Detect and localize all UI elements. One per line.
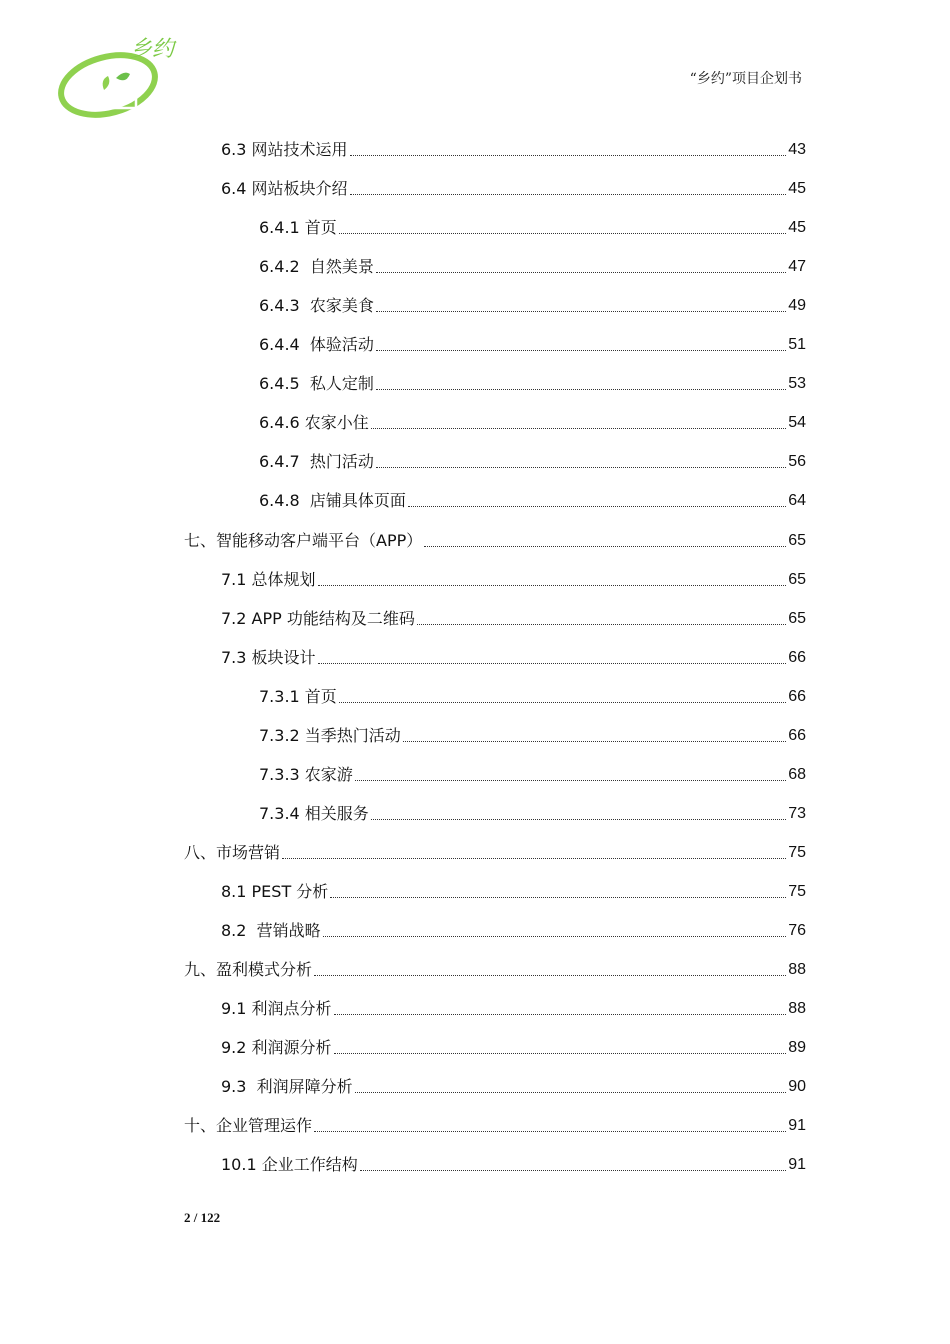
toc-entry[interactable] — [184, 527, 806, 551]
toc-entry[interactable] — [184, 1112, 806, 1136]
toc-entry-label: 7.3.3 农家游 — [259, 764, 353, 784]
toc-entry-label: 6.4.2 自然美景 — [259, 257, 374, 277]
toc-entry-label: 6.3 网站技术运用 — [221, 140, 348, 159]
toc-dot-leader — [318, 585, 787, 586]
toc-dot-leader — [408, 506, 786, 507]
toc-entry[interactable] — [221, 1034, 806, 1058]
toc-entry[interactable] — [259, 722, 806, 746]
toc-entry-page: 47 — [788, 258, 806, 276]
toc-entry-page: 75 — [788, 843, 806, 861]
toc-dot-leader — [323, 936, 787, 937]
toc-dot-leader — [334, 1053, 787, 1054]
toc-entry-label: 6.4.8 店铺具体页面 — [259, 491, 406, 511]
toc-entry-page: 45 — [788, 180, 806, 198]
toc-entry-label: 7.3.1 首页 — [259, 686, 337, 706]
toc-entry-page: 73 — [788, 804, 806, 822]
toc-dot-leader — [339, 233, 786, 234]
toc-entry-page: 89 — [788, 1039, 806, 1057]
toc-entry[interactable] — [221, 566, 806, 590]
toc-entry-label: 七、智能移动客户端平台（APP） — [184, 530, 423, 550]
toc-entry-page: 56 — [788, 453, 806, 471]
toc-entry[interactable] — [221, 644, 806, 668]
toc-dot-leader — [350, 194, 787, 195]
toc-dot-leader — [350, 155, 787, 156]
toc-entry-page: 49 — [788, 297, 806, 315]
toc-dot-leader — [318, 663, 787, 664]
toc-entry-label: 10.1 企业工作结构 — [221, 1155, 358, 1175]
toc-entry[interactable] — [221, 917, 806, 941]
toc-entry[interactable] — [259, 761, 806, 785]
toc-entry[interactable] — [259, 800, 806, 824]
toc-entry[interactable] — [259, 253, 806, 277]
toc-entry-page: 54 — [788, 414, 806, 432]
toc-dot-leader — [314, 1131, 786, 1132]
toc-dot-leader — [330, 897, 786, 898]
toc-dot-leader — [355, 1092, 787, 1093]
toc-entry-label: 6.4.1 首页 — [259, 218, 337, 238]
toc-entry-label: 7.3 板块设计 — [221, 647, 316, 667]
toc-dot-leader — [314, 975, 786, 976]
toc-entry-page: 76 — [788, 922, 806, 939]
toc-entry-label: 6.4.7 热门活动 — [259, 452, 374, 472]
toc-entry-label: 6.4.3 农家美食 — [259, 296, 374, 316]
toc-entry-page: 65 — [788, 570, 806, 588]
toc-entry[interactable] — [259, 683, 806, 707]
toc-entry-label: 6.4.5 私人定制 — [259, 374, 374, 394]
toc-entry-label: 九、盈利模式分析 — [184, 960, 313, 980]
toc-entry-label: 7.3.4 相关服务 — [259, 803, 369, 823]
toc-entry-page: 53 — [788, 375, 806, 393]
toc-entry-page: 88 — [788, 961, 806, 979]
toc-entry[interactable] — [221, 136, 806, 160]
toc-entry-page: 68 — [788, 765, 806, 783]
toc-entry-label: 十、企业管理运作 — [184, 1116, 313, 1136]
toc-dot-leader — [376, 272, 786, 273]
toc-dot-leader — [376, 467, 786, 468]
toc-entry[interactable] — [221, 1073, 806, 1097]
toc-dot-leader — [417, 624, 786, 625]
toc-entry[interactable] — [259, 487, 806, 511]
toc-entry-page: 91 — [788, 1117, 806, 1135]
toc-entry[interactable] — [221, 1151, 806, 1175]
toc-entry[interactable] — [221, 995, 806, 1019]
toc-entry[interactable] — [259, 370, 806, 394]
logo-text: 乡约 — [130, 37, 175, 62]
page-number: 2 / 122 — [184, 1210, 221, 1225]
toc-entry-label: 9.3 利润屏障分析 — [221, 1077, 353, 1097]
toc-entry-label: 6.4.4 体验活动 — [259, 335, 374, 355]
toc-dot-leader — [376, 311, 786, 312]
toc-entry-page: 65 — [788, 531, 806, 549]
toc-entry-label: 8.2 营销战略 — [221, 921, 321, 940]
toc-dot-leader — [334, 1014, 787, 1015]
document-header-title: “乡约”项目企划书 — [689, 71, 802, 87]
toc-dot-leader — [376, 389, 786, 390]
toc-entry[interactable] — [184, 956, 806, 980]
toc-dot-leader — [371, 819, 786, 820]
toc-entry[interactable] — [259, 214, 806, 238]
toc-entry-page: 65 — [788, 609, 806, 627]
toc-entry[interactable] — [184, 839, 806, 863]
toc-entry-page: 66 — [788, 648, 806, 666]
toc-dot-leader — [282, 858, 786, 859]
toc-entry[interactable] — [221, 605, 806, 629]
toc-entry-label: 6.4.6 农家小住 — [259, 413, 369, 433]
toc-entry-page: 51 — [788, 336, 806, 354]
house-leaf-logo — [56, 30, 186, 120]
toc-dot-leader — [355, 780, 786, 781]
toc-dot-leader — [360, 1170, 786, 1171]
toc-entry-label: 9.2 利润源分析 — [221, 1038, 332, 1058]
toc-dot-leader — [376, 350, 786, 351]
toc-dot-leader — [403, 741, 786, 742]
toc-entry-label: 八、市场营销 — [184, 842, 281, 862]
toc-entry-page: 64 — [788, 492, 806, 510]
toc-entry-label: 9.1 利润点分析 — [221, 999, 332, 1019]
toc-entry-label: 7.1 总体规划 — [221, 569, 316, 589]
toc-entry-page: 91 — [788, 1156, 806, 1174]
toc-dot-leader — [339, 702, 786, 703]
toc-entry-page: 66 — [788, 726, 806, 744]
toc-entry-page: 75 — [788, 882, 806, 900]
toc-entry-page: 45 — [788, 219, 806, 237]
toc-entry-page: 90 — [788, 1078, 806, 1096]
toc-entry[interactable] — [259, 292, 806, 316]
toc-entry[interactable] — [221, 878, 806, 902]
toc-entry-label: 8.1 PEST 分析 — [221, 881, 329, 901]
toc-dot-leader — [371, 428, 786, 429]
toc-entry-label: 7.2 APP 功能结构及二维码 — [221, 608, 415, 628]
toc-entry[interactable] — [259, 331, 806, 355]
toc-entry[interactable] — [259, 448, 806, 472]
toc-entry[interactable] — [221, 175, 806, 199]
toc-entry-label: 6.4 网站板块介绍 — [221, 179, 348, 199]
toc-entry[interactable] — [259, 409, 806, 433]
toc-dot-leader — [424, 546, 786, 547]
toc-entry-page: 66 — [788, 687, 806, 705]
toc-entry-page: 88 — [788, 1000, 806, 1018]
toc-entry-page: 43 — [788, 141, 806, 158]
toc-entry-label: 7.3.2 当季热门活动 — [259, 725, 401, 745]
